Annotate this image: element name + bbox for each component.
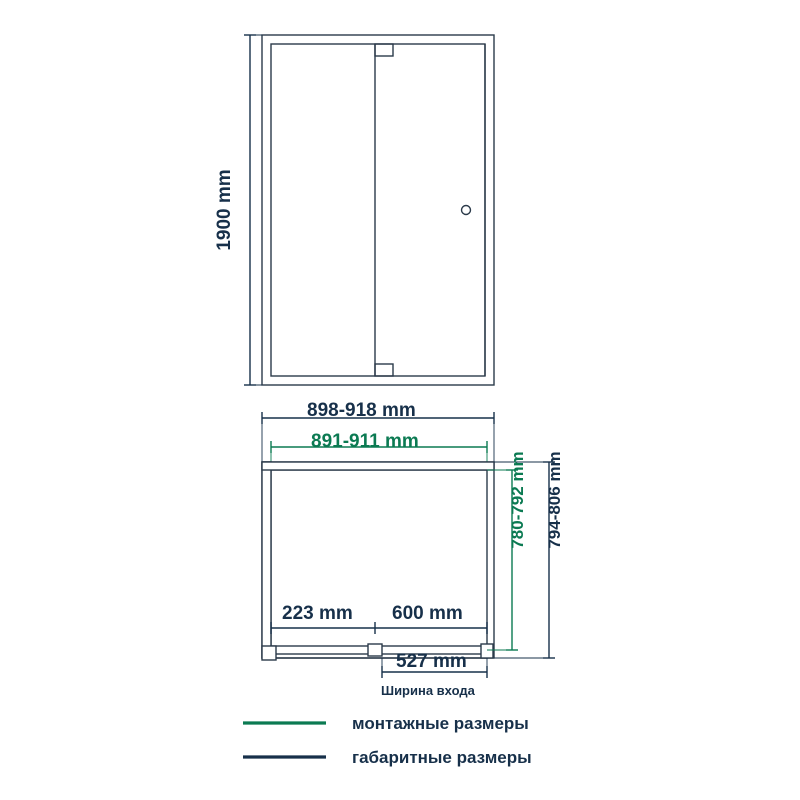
- top-back-wall-profile: [262, 462, 494, 470]
- entrance-caption: Ширина входа: [381, 683, 475, 698]
- top-door-hinge-block: [368, 644, 382, 656]
- top-inner-outline: [271, 470, 487, 658]
- front-height-label: 1900 mm: [213, 169, 235, 251]
- legend-label-mounting: монтажные размеры: [352, 714, 529, 733]
- mounting-depth-label: 780-792 mm: [507, 451, 527, 549]
- overall-width-label: 898-918 mm: [307, 400, 416, 421]
- entrance-width-label: 527 mm: [396, 651, 467, 672]
- legend-label-overall: габаритные размеры: [352, 748, 532, 767]
- segment-left-label: 223 mm: [282, 603, 353, 624]
- front-door-handle: [462, 206, 471, 215]
- front-bottom-hinge: [375, 364, 393, 376]
- top-right-post-block: [481, 644, 493, 658]
- overall-depth-label: 794-806 mm: [544, 451, 564, 549]
- top-left-corner-block: [262, 646, 276, 660]
- segment-right-label: 600 mm: [392, 603, 463, 624]
- mounting-width-label: 891-911 mm: [311, 431, 419, 452]
- front-top-hinge: [375, 44, 393, 56]
- top-left-wall-profile: [262, 462, 271, 658]
